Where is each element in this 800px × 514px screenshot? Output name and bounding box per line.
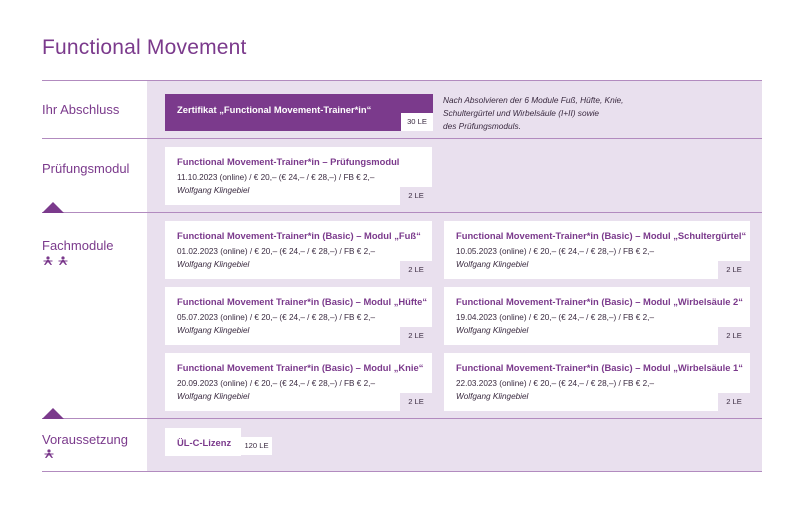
- section-label-pruefung: Prüfungsmodul: [42, 161, 130, 176]
- module-trainer: Wolfgang Klingebiel: [177, 260, 250, 269]
- certificate-title: Zertifikat „Functional Movement-Trainer*in“: [177, 104, 372, 115]
- triangle-up-icon: [42, 202, 64, 213]
- module-title: Functional Movement-Trainer*in (Basic) – Modul „Wirbelsäule 2“: [456, 296, 743, 307]
- module-date: 05.07.2023 (online) / € 20,– (€ 24,– / € 28,–) / FB € 2,–: [177, 313, 375, 322]
- person-icon: [43, 449, 57, 459]
- module-card-huefte: [165, 287, 432, 345]
- module-title: Functional Movement-Trainer*in (Basic) – Modul „Fuß“: [177, 230, 421, 241]
- certificate-badge: 30 LE: [401, 113, 433, 131]
- module-title: Functional Movement-Trainer*in – Prüfungsmodul: [177, 156, 400, 167]
- module-date: 10.05.2023 (online) / € 20,– (€ 24,– / € 28,–) / FB € 2,–: [456, 247, 654, 256]
- module-trainer: Wolfgang Klingebiel: [456, 326, 529, 335]
- note-line: Nach Absolvieren der 6 Module Fuß, Hüfte, Knie,: [443, 95, 624, 105]
- section-label-voraus: Voraussetzung: [42, 432, 129, 447]
- module-date: 11.10.2023 (online) / € 20,– (€ 24,– / € 28,–) / FB € 2,–: [177, 173, 375, 182]
- module-badge: 2 LE: [400, 261, 432, 279]
- prerequisite-title: ÜL-C-Lizenz: [177, 437, 232, 448]
- module-card-wirbelsaeule-1: [444, 353, 750, 411]
- module-date: 01.02.2023 (online) / € 20,– (€ 24,– / € 28,–) / FB € 2,–: [177, 247, 375, 256]
- exam-module-card: [165, 147, 432, 205]
- module-badge: 2 LE: [718, 393, 750, 411]
- page-title: Functional Movement: [42, 36, 247, 59]
- prerequisite-card: [165, 428, 241, 456]
- note-line: Schultergürtel und Wirbelsäule (I+II) sowie: [443, 108, 600, 118]
- module-card-wirbelsaeule-2: [444, 287, 750, 345]
- module-date: 22.03.2023 (online) / € 20,– (€ 24,– / € 28,–) / FB € 2,–: [456, 379, 654, 388]
- module-title: Functional Movement Trainer*in (Basic) – Modul „Knie“: [177, 362, 424, 373]
- module-trainer: Wolfgang Klingebiel: [456, 392, 529, 401]
- module-date: 20.09.2023 (online) / € 20,– (€ 24,– / € 28,–) / FB € 2,–: [177, 379, 375, 388]
- module-title: Functional Movement Trainer*in (Basic) – Modul „Hüfte“: [177, 296, 428, 307]
- module-title: Functional Movement-Trainer*in (Basic) – Modul „Wirbelsäule 1“: [456, 362, 743, 373]
- module-trainer: Wolfgang Klingebiel: [177, 392, 250, 401]
- people-icon: [43, 256, 73, 266]
- module-title: Functional Movement-Trainer*in (Basic) – Modul „Schultergürtel“: [456, 230, 747, 241]
- module-trainer: Wolfgang Klingebiel: [177, 326, 250, 335]
- triangle-up-icon: [42, 408, 64, 419]
- section-label-abschluss: Ihr Abschluss: [42, 102, 120, 117]
- module-date: 19.04.2023 (online) / € 20,– (€ 24,– / € 28,–) / FB € 2,–: [456, 313, 654, 322]
- module-trainer: Wolfgang Klingebiel: [456, 260, 529, 269]
- section-label-fach: Fachmodule: [42, 238, 114, 253]
- module-card-schultergurtel: [444, 221, 750, 279]
- module-badge: 2 LE: [400, 393, 432, 411]
- certificate-box: [165, 94, 433, 131]
- prerequisite-badge: 120 LE: [241, 437, 272, 455]
- module-card-fuss: [165, 221, 432, 279]
- certificate-note: [443, 94, 673, 133]
- module-badge: 2 LE: [718, 327, 750, 345]
- module-badge: 2 LE: [400, 187, 432, 205]
- module-card-knie: [165, 353, 432, 411]
- note-line: des Prüfungsmoduls.: [443, 121, 521, 131]
- divider: [42, 471, 762, 472]
- module-badge: 2 LE: [400, 327, 432, 345]
- module-trainer: Wolfgang Klingebiel: [177, 186, 250, 195]
- module-badge: 2 LE: [718, 261, 750, 279]
